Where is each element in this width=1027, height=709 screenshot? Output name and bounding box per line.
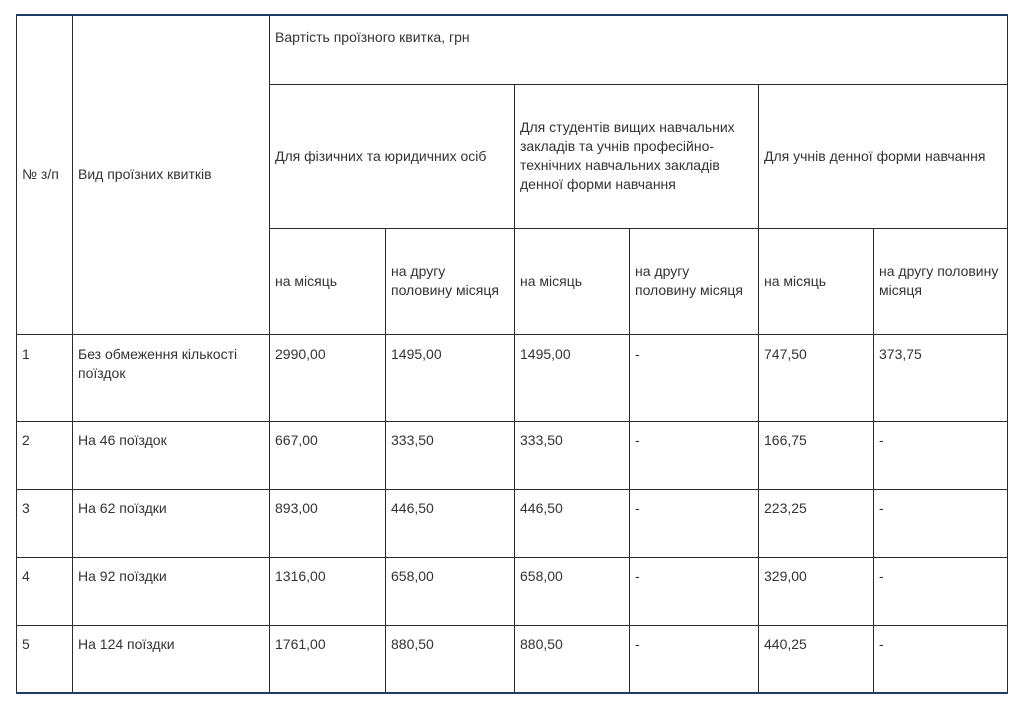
- cell-students-half-month: -: [630, 489, 759, 557]
- cell-students-month: 658,00: [515, 557, 630, 625]
- header-number: № з/п: [17, 15, 73, 334]
- cell-pupils-month: 329,00: [759, 557, 874, 625]
- cell-students-month: 333,50: [515, 421, 630, 489]
- row-number: 5: [17, 625, 73, 693]
- header-row-cost: [17, 15, 1008, 84]
- cell-individuals-half-month: 1495,00: [386, 334, 515, 421]
- row-number: 4: [17, 557, 73, 625]
- cell-individuals-month: 893,00: [270, 489, 386, 557]
- cell-individuals-month: 667,00: [270, 421, 386, 489]
- header-half-month: на другу половину місяця: [630, 228, 759, 334]
- header-group-students: Для студентів вищих навчальних закладів та учнів професійно-технічних навчальних закладів денної форми навчання: [515, 84, 759, 228]
- cell-pupils-half-month: 373,75: [874, 334, 1008, 421]
- table-row: [17, 421, 1008, 489]
- row-number: 1: [17, 334, 73, 421]
- cell-pupils-month: 440,25: [759, 625, 874, 693]
- cell-individuals-half-month: 658,00: [386, 557, 515, 625]
- cell-individuals-half-month: 880,50: [386, 625, 515, 693]
- cell-students-month: 1495,00: [515, 334, 630, 421]
- header-group-individuals: Для фізичних та юридичних осіб: [270, 84, 515, 228]
- cell-pupils-month: 223,25: [759, 489, 874, 557]
- cell-individuals-half-month: 446,50: [386, 489, 515, 557]
- cell-pupils-month: 166,75: [759, 421, 874, 489]
- header-cost: Вартість проїзного квитка, грн: [270, 15, 1008, 84]
- row-number: 2: [17, 421, 73, 489]
- header-month: на місяць: [515, 228, 630, 334]
- row-ticket-type: На 46 поїздок: [73, 421, 270, 489]
- header-month: на місяць: [759, 228, 874, 334]
- cell-pupils-half-month: -: [874, 557, 1008, 625]
- row-ticket-type: На 124 поїздки: [73, 625, 270, 693]
- row-ticket-type: На 62 поїздки: [73, 489, 270, 557]
- table-row: [17, 557, 1008, 625]
- cell-individuals-month: 1316,00: [270, 557, 386, 625]
- fares-table: [16, 14, 1008, 694]
- cell-pupils-half-month: -: [874, 625, 1008, 693]
- header-month: на місяць: [270, 228, 386, 334]
- cell-students-half-month: -: [630, 421, 759, 489]
- header-half-month: на другу половину місяця: [386, 228, 515, 334]
- cell-pupils-half-month: -: [874, 489, 1008, 557]
- row-ticket-type: Без обмеження кількості поїздок: [73, 334, 270, 421]
- row-number: 3: [17, 489, 73, 557]
- cell-individuals-month: 2990,00: [270, 334, 386, 421]
- header-half-month: на другу половину місяця: [874, 228, 1008, 334]
- header-group-pupils: Для учнів денної форми навчання: [759, 84, 1008, 228]
- cell-individuals-month: 1761,00: [270, 625, 386, 693]
- cell-individuals-half-month: 333,50: [386, 421, 515, 489]
- cell-students-half-month: -: [630, 557, 759, 625]
- row-ticket-type: На 92 поїздки: [73, 557, 270, 625]
- cell-students-half-month: -: [630, 334, 759, 421]
- header-ticket-type: Вид проїзних квитків: [73, 15, 270, 334]
- cell-students-month: 446,50: [515, 489, 630, 557]
- cell-students-half-month: -: [630, 625, 759, 693]
- cell-pupils-half-month: -: [874, 421, 1008, 489]
- table-row: [17, 334, 1008, 421]
- cell-pupils-month: 747,50: [759, 334, 874, 421]
- cell-students-month: 880,50: [515, 625, 630, 693]
- table-row: [17, 489, 1008, 557]
- table-row: [17, 625, 1008, 693]
